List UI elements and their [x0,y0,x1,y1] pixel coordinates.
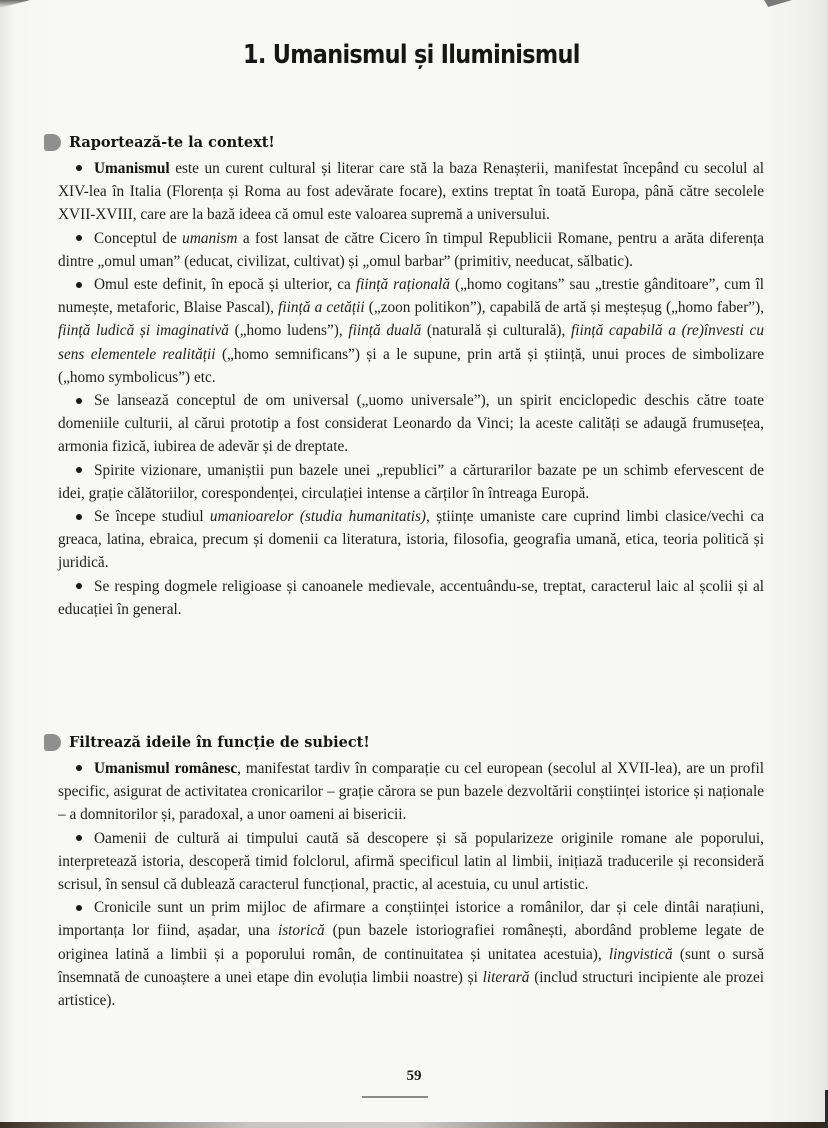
bullet-paragraph [58,575,764,621]
section-heading-text: Filtrează ideile în funcție de subiect! [69,734,370,751]
emphasized-term: ființă rațională [355,276,451,294]
page-number-underline [362,1096,428,1098]
bullet-paragraph [58,273,764,389]
paragraph-text: („homo semnificans”) și a le supune, prin artă și știință, unui proces de simbolizare („homo symbolicus”) etc. [58,345,764,386]
paragraph-text: Se resping dogmele religioase și canoanele medievale, accentuându-se, treptat, caracterul laic al școlii și al educației în general. [58,577,764,618]
emphasized-term: ființă a cetății [278,299,365,317]
paragraph-text: („homo ludens”), [228,322,349,340]
section-body-filter [58,757,764,1012]
bullet-paragraph [58,389,764,459]
emphasized-term: umanism [182,229,238,247]
paragraph-text: (sunt o sursă însemnată de cunoaștere a unei etape din evoluția limbii noastre) și [58,945,764,986]
emphasized-term: umanioarelor (studia humanitatis) [209,508,427,526]
emphasized-term: ființă ludică și imaginativă [58,322,229,340]
paragraph-text: (pun bazele istoriografiei românești, abordând probleme legate de originea latină a limbii și a poporului român, de continuitatea și unitatea acestuia), [58,922,764,963]
page-corner-shadow [0,0,30,8]
bullet-icon [76,514,82,520]
paragraph-text: este un curent cultural și literar care stă la baza Renașterii, manifestat începând cu secolul al XIV-lea în Italia (Florența și Roma au fost adevărate focare), extins treptat în toată Europa, până către secolele XVII-XVIII, care are la bază ideea că omul este valoarea supremă a universului. [58,160,764,224]
bullet-icon [76,835,82,841]
paragraph-text: Spirite vizionare, umaniștii pun bazele unei „republici” a cărturarilor bazate pe un schimb efervescent de idei, grație călătoriilor, corespondenței, circulației intense a cărților în întreaga Europă. [58,461,764,502]
emphasized-term: ființă capabilă a (re)învesti cu sens elementele realității [58,322,764,363]
paragraph-text: Se începe studiul [94,508,210,526]
bullet-paragraph [58,896,764,1012]
page-bottom-edge [0,1122,828,1128]
section-marker-icon [44,134,61,151]
section-heading-context [44,134,275,151]
paragraph-text: („homo cogitans” sau „trestie gânditoare”, cum îl numește, metaforic, Blaise Pascal), [58,276,764,317]
section-body-context [58,157,764,621]
section-marker-icon [44,734,61,751]
paragraph-text: („zoon politikon”), capabilă de artă și meșteșug („homo faber”), [364,299,764,317]
section-heading-filter [44,734,370,751]
paragraph-text: Omul este definit, în epocă și ulterior, ca [94,276,356,294]
bullet-paragraph [58,827,764,897]
paragraph-text: Cronicile sunt un prim mijloc de afirmare a conștiinței istorice a românilor, dar și cele dintâi narațiuni, importanța lor fiind, așadar, una [58,899,764,940]
bullet-icon [76,583,82,589]
bullet-icon [76,235,82,241]
bullet-icon [76,165,82,171]
emphasized-term: ființă duală [348,322,422,340]
paragraph-text: Se lansează conceptul de om universal („uomo universale”), un spirit enciclopedic deschis către toate domeniile culturii, al cărui prototip a fost considerat Leonardo da Vinci; la aceste calități se adaugă frumusețea, armonia fizică, iubirea de adevăr și de dreptate. [58,392,764,456]
key-term: Umanismul românesc [94,760,238,777]
emphasized-term: literară [482,968,530,986]
paragraph-text: (includ structuri incipiente ale prozei artistice). [58,968,764,1010]
bullet-paragraph [58,505,764,575]
bullet-icon [76,765,82,771]
paragraph-text: Conceptul de [94,229,183,247]
paragraph-text: , manifestat tardiv în comparație cu cel european (secolul al XVII-lea), are un profil specific, asigurat de activitatea cronicarilor – grație cărora se pun bazele dezvoltării conștiinței istorice și naționale – a domnitorilor și, paradoxal, a unor oameni ai bisericii. [58,760,764,824]
bullet-icon [76,905,82,911]
bullet-paragraph [58,459,764,505]
emphasized-term: lingvistică [608,945,673,963]
emphasized-term: istorică [277,922,325,940]
paragraph-text: Oamenii de cultură ai timpului caută să descopere și să popularizeze originile romane ale poporului, interpretează istoria, descoperă timid folclorul, afirmă specificul latin al limbii, inițiază traducerile și reconsideră scrisul, în sensul că dublează caracterul funcțional, practic, al acestuia, cu unul artistic. [58,829,764,894]
bullet-paragraph [58,157,764,227]
bullet-paragraph [58,757,764,827]
bullet-paragraph [58,227,764,273]
bullet-icon [76,282,82,288]
bullet-icon [76,398,82,404]
bullet-icon [76,467,82,473]
section-heading-text: Raportează-te la context! [69,134,275,151]
page-number: 59 [406,1068,422,1084]
paragraph-text: (naturală și culturală), [421,322,571,340]
page-title: 1. Umanismul și Iluminismul [242,40,580,70]
page-corner-shadow [764,0,792,7]
key-term: Umanismul [94,160,170,177]
paragraph-text: a fost lansat de către Cicero în timpul Republicii Romane, pentru a arăta diferența dintre „omul uman” (educat, civilizat, cultivat) și „omul barbar” (primitiv, needucat, sălbatic). [58,229,765,270]
paragraph-text: , științe umaniste care cuprind limbi clasice/vechi ca greaca, latina, ebraica, precum și domenii ca literatura, istoria, filosofia, geografia umană, etica, teoria politică și juridică. [58,508,764,572]
